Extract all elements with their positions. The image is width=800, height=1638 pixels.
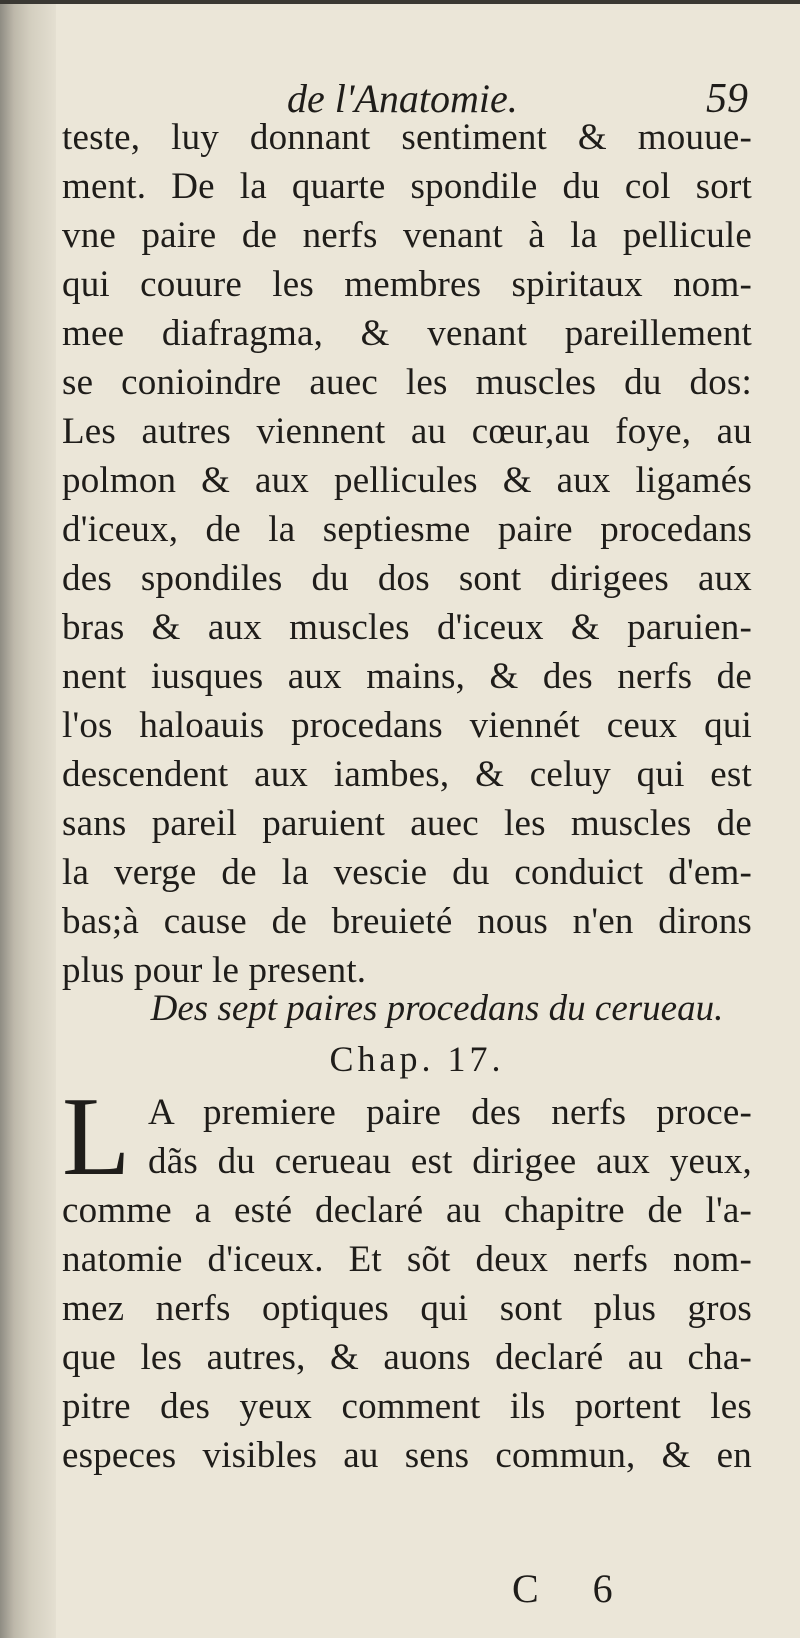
text-line: que les autres, & auons declaré au cha- (62, 1337, 752, 1378)
text-line: ment. De la quarte spondile du col sort (62, 166, 752, 207)
text-line: d'iceux, de la septiesme paire procedans (62, 509, 752, 550)
text-line: nent iusques aux mains, & des nerfs de (62, 656, 752, 697)
text-line: A premiere paire des nerfs proce- (148, 1092, 752, 1133)
text-line: mez nerfs optiques qui sont plus gros (62, 1288, 752, 1329)
text-line: teste, luy donnant sentiment & mouue- (62, 117, 752, 158)
text-line: vne paire de nerfs venant à la pellicule (62, 215, 752, 256)
text-line: plus pour le present. (62, 950, 367, 991)
text-line: qui couure les membres spiritaux nom- (62, 264, 752, 305)
text-line: dãs du cerueau est dirigee aux yeux, (148, 1141, 752, 1182)
page-number: 59 (706, 76, 748, 122)
text-line: se conioindre auec les muscles du dos: (62, 362, 752, 403)
text-line: descendent aux iambes, & celuy qui est (62, 754, 752, 795)
text-line: comme a esté declaré au chapitre de l'a- (62, 1190, 752, 1231)
page-gutter (0, 0, 56, 1638)
text-line: l'os haloauis procedans viennét ceux qui (62, 705, 752, 746)
text-line: natomie d'iceux. Et sõt deux nerfs nom- (62, 1239, 752, 1280)
text-line: especes visibles au sens commun, & en (62, 1435, 752, 1476)
text-line: la verge de la vescie du conduict d'em- (62, 852, 752, 893)
text-line: bas;à cause de breuieté nous n'en dirons (62, 901, 752, 942)
text-line: pitre des yeux comment ils portent les (62, 1386, 752, 1427)
section-title: Des sept paires procedans du cerueau. (150, 988, 724, 1029)
running-title: de l'Anatomie. (287, 76, 518, 121)
text-line: des spondiles du dos sont dirigees aux (62, 558, 752, 599)
text-line: sans pareil paruient auec les muscles de (62, 803, 752, 844)
text-line: Les autres viennent au cœur,au foye, au (62, 411, 752, 452)
drop-cap: L (62, 1075, 131, 1199)
page-top-edge (0, 0, 800, 4)
chapter-label: Chap. 17. (329, 1039, 505, 1079)
signature-mark: C 6 (512, 1566, 635, 1611)
text-line: bras & aux muscles d'iceux & paruien- (62, 607, 752, 648)
text-line: polmon & aux pellicules & aux ligamés (62, 460, 752, 501)
text-line: mee diafragma, & venant pareillement (62, 313, 752, 354)
